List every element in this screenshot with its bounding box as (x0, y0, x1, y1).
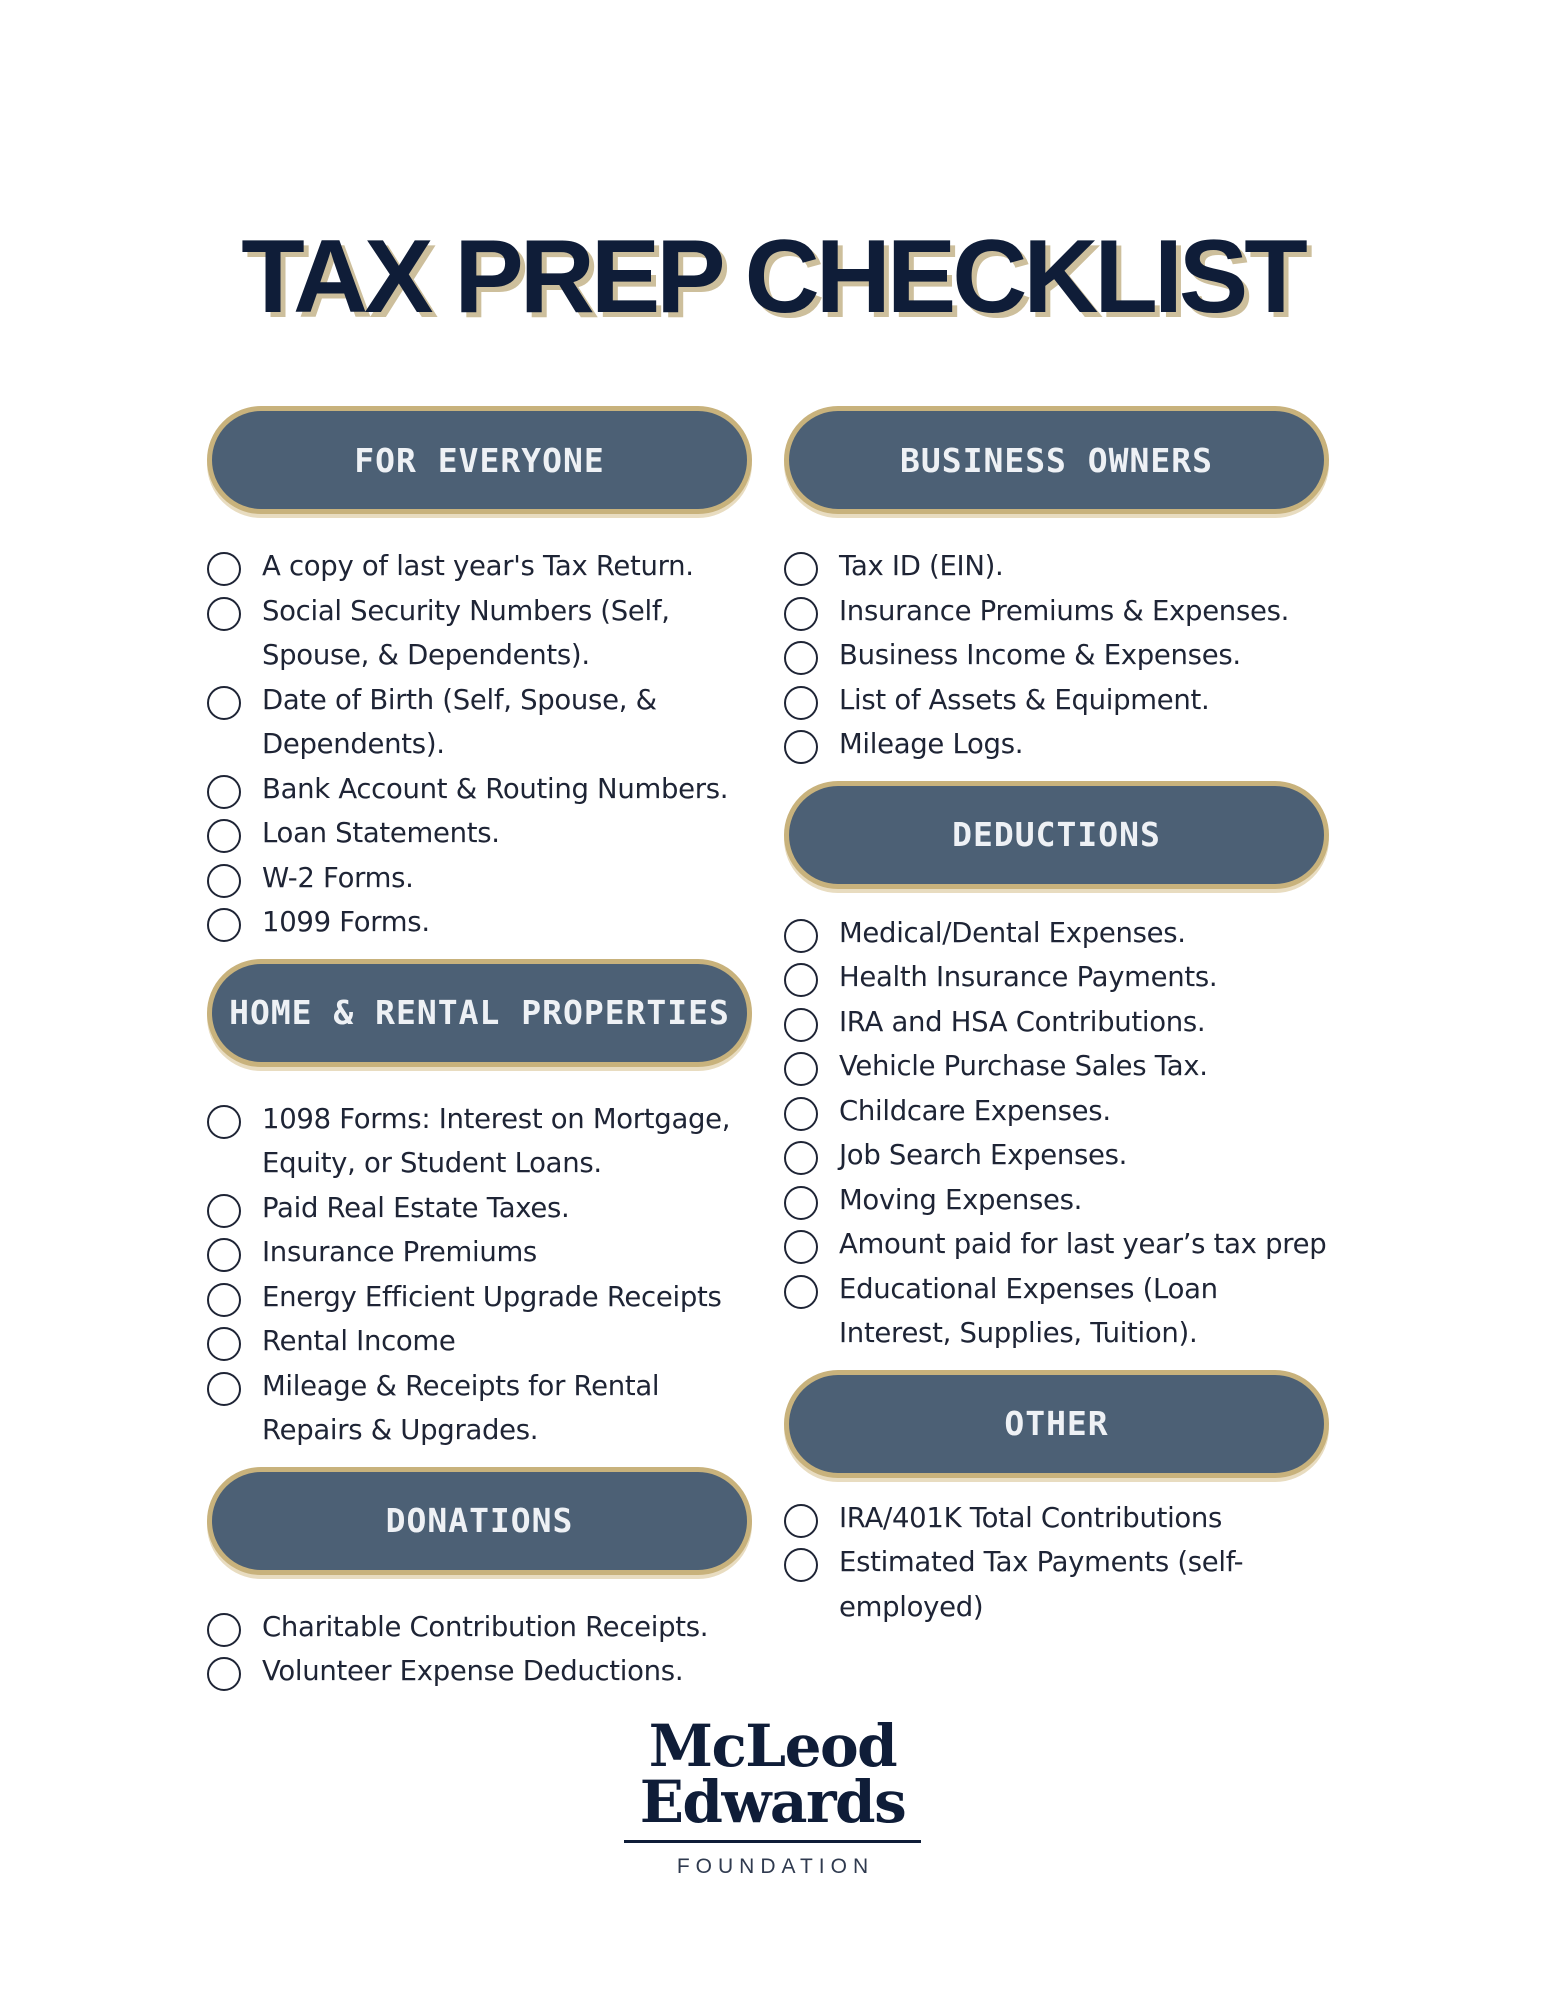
checklist-item-label: Tax ID (EIN). (839, 550, 1004, 582)
checkbox-circle[interactable] (207, 1283, 241, 1317)
checklist-item (207, 589, 752, 678)
section-heading: HOME & RENTAL PROPERTIES (229, 993, 730, 1032)
checklist-item (207, 1097, 752, 1186)
checklist-item (207, 678, 752, 767)
checkbox-circle[interactable] (207, 686, 241, 720)
checklist-item (784, 911, 1329, 956)
checklist-item (784, 544, 1329, 589)
checklist (207, 1605, 752, 1694)
checkbox-circle[interactable] (784, 1008, 818, 1042)
checkbox-circle[interactable] (784, 963, 818, 997)
checklist-item-label: W-2 Forms. (262, 861, 414, 894)
checklist-item-label: Vehicle Purchase Sales Tax. (839, 1050, 1208, 1082)
checkbox-circle[interactable] (207, 1105, 241, 1139)
checklist-item (784, 722, 1329, 767)
checkbox-circle[interactable] (784, 686, 818, 720)
checkbox-circle[interactable] (207, 597, 241, 631)
page-title: TAX PREP CHECKLIST (241, 219, 1304, 335)
checkbox-circle[interactable] (784, 919, 818, 953)
checklist-item (784, 1222, 1329, 1267)
checklist-item (207, 1605, 752, 1650)
checklist-item (207, 544, 752, 589)
checkbox-circle[interactable] (207, 1327, 241, 1361)
checkbox-circle[interactable] (784, 1141, 818, 1175)
section-header-pill (784, 406, 1329, 514)
checklist-item-label: Health Insurance Payments. (839, 961, 1218, 993)
checkbox-circle[interactable] (784, 1052, 818, 1086)
section-header-pill (784, 781, 1329, 889)
checklist-item (784, 1000, 1329, 1045)
checklist-item (784, 678, 1329, 723)
checklist (207, 544, 752, 945)
checkbox-circle[interactable] (784, 1097, 818, 1131)
checklist-item (784, 1540, 1329, 1629)
checklist-item-label: Social Security Numbers (Self, Spouse, & Dependents). (262, 594, 670, 671)
checklist-item-label: Estimated Tax Payments (self-employed) (839, 1546, 1244, 1623)
checklist-item-label: IRA/401K Total Contributions (839, 1501, 1223, 1534)
section-header-pill (207, 959, 752, 1067)
checkbox-circle[interactable] (784, 1275, 818, 1309)
checklist-item (207, 1319, 752, 1364)
checkbox-circle[interactable] (784, 641, 818, 675)
section-business-owners (784, 406, 1329, 767)
logo-wordmark-line-2: Edwards (639, 1768, 906, 1836)
checklist-item (207, 1364, 752, 1453)
checkbox-circle[interactable] (784, 730, 818, 764)
checkbox-circle[interactable] (207, 1613, 241, 1647)
checkbox-circle[interactable] (784, 597, 818, 631)
checklist-item-label: 1099 Forms. (262, 906, 430, 938)
checklist-item-label: Business Income & Expenses. (839, 639, 1241, 671)
checklist-item-label: 1098 Forms: Interest on Mortgage, Equity, or Student Loans. (262, 1102, 731, 1179)
checklist-item-label: IRA and HSA Contributions. (839, 1005, 1206, 1038)
checklist (784, 911, 1329, 1356)
checklist-item-label: Educational Expenses (Loan Interest, Supplies, Tuition). (839, 1272, 1218, 1349)
checklist-item-label: Charitable Contribution Receipts. (262, 1610, 709, 1643)
checklist-item-label: Childcare Expenses. (839, 1094, 1111, 1127)
checklist-item-label: Volunteer Expense Deductions. (262, 1655, 684, 1687)
checkbox-circle[interactable] (784, 1504, 818, 1538)
checklist-item (784, 1496, 1329, 1541)
checkbox-circle[interactable] (207, 864, 241, 898)
checklist-item-label: Energy Efficient Upgrade Receipts (262, 1280, 722, 1313)
checklist-item-label: Loan Statements. (262, 817, 500, 849)
checkbox-circle[interactable] (207, 1238, 241, 1272)
checklist-item-label: Medical/Dental Expenses. (839, 916, 1186, 949)
checkbox-circle[interactable] (207, 1194, 241, 1228)
checklist-item-label: A copy of last year's Tax Return. (262, 550, 694, 582)
checklist-item-label: Mileage Logs. (839, 728, 1024, 760)
checklist-item (784, 955, 1329, 1000)
section-heading: DEDUCTIONS (952, 815, 1161, 854)
checklist (207, 1097, 752, 1453)
logo-wordmark-line-1: McLeod (648, 1712, 897, 1780)
checklist-item (784, 1133, 1329, 1178)
section-heading: BUSINESS OWNERS (899, 440, 1213, 480)
logo-subtitle: FOUNDATION (676, 1855, 875, 1878)
checkbox-circle[interactable] (784, 1548, 818, 1582)
checklist-item (207, 767, 752, 812)
checklist-item (207, 856, 752, 901)
checklist (784, 1496, 1329, 1630)
checklist-item (207, 811, 752, 856)
section-for-everyone (207, 406, 752, 945)
section-home-rental (207, 959, 752, 1453)
checklist-item-label: Paid Real Estate Taxes. (262, 1191, 570, 1224)
checkbox-circle[interactable] (784, 1186, 818, 1220)
foundation-logo (600, 1712, 945, 1879)
checkbox-circle[interactable] (207, 1372, 241, 1406)
section-heading: OTHER (1004, 1404, 1109, 1443)
section-heading: FOR EVERYONE (354, 440, 605, 480)
section-donations (207, 1467, 752, 1694)
section-header-pill (207, 1467, 752, 1575)
checklist-item (784, 589, 1329, 634)
checkbox-circle[interactable] (207, 819, 241, 853)
section-deductions (784, 781, 1329, 1356)
checklist-item-label: Mileage & Receipts for Rental Repairs & Upgrades. (262, 1369, 660, 1446)
checklist-item (784, 1044, 1329, 1089)
section-heading: DONATIONS (385, 1501, 574, 1540)
checklist-item-label: Rental Income (262, 1325, 456, 1357)
section-header-pill (207, 406, 752, 514)
checklist-item-label: Moving Expenses. (839, 1183, 1083, 1216)
checklist-item (207, 1230, 752, 1275)
checklist-item (207, 1649, 752, 1694)
checklist-item-label: Job Search Expenses. (839, 1139, 1128, 1171)
checklist-item (207, 1275, 752, 1320)
checklist-item-label: Insurance Premiums (262, 1236, 537, 1268)
checklist-item (784, 1267, 1329, 1356)
checklist-item (784, 633, 1329, 678)
checkbox-circle[interactable] (784, 1230, 818, 1264)
checklist-item (784, 1089, 1329, 1134)
checkbox-circle[interactable] (207, 552, 241, 586)
checklist-item-label: Bank Account & Routing Numbers. (262, 772, 729, 805)
logo-divider (624, 1840, 921, 1843)
checklist (784, 544, 1329, 767)
left-column (207, 406, 752, 1708)
checklist-item-label: Insurance Premiums & Expenses. (839, 594, 1290, 627)
checkbox-circle[interactable] (207, 1657, 241, 1691)
checkbox-circle[interactable] (207, 908, 241, 942)
section-other (784, 1370, 1329, 1630)
checklist-item-label: Amount paid for last year’s tax prep (839, 1228, 1327, 1260)
right-column (784, 406, 1329, 1643)
checklist-item-label: Date of Birth (Self, Spouse, & Dependents). (262, 683, 657, 760)
checklist-item-label: List of Assets & Equipment. (839, 683, 1210, 716)
checklist-item (784, 1178, 1329, 1223)
checklist-item (207, 1186, 752, 1231)
checkbox-circle[interactable] (207, 775, 241, 809)
checkbox-circle[interactable] (784, 552, 818, 586)
checklist-item (207, 900, 752, 945)
section-header-pill (784, 1370, 1329, 1478)
